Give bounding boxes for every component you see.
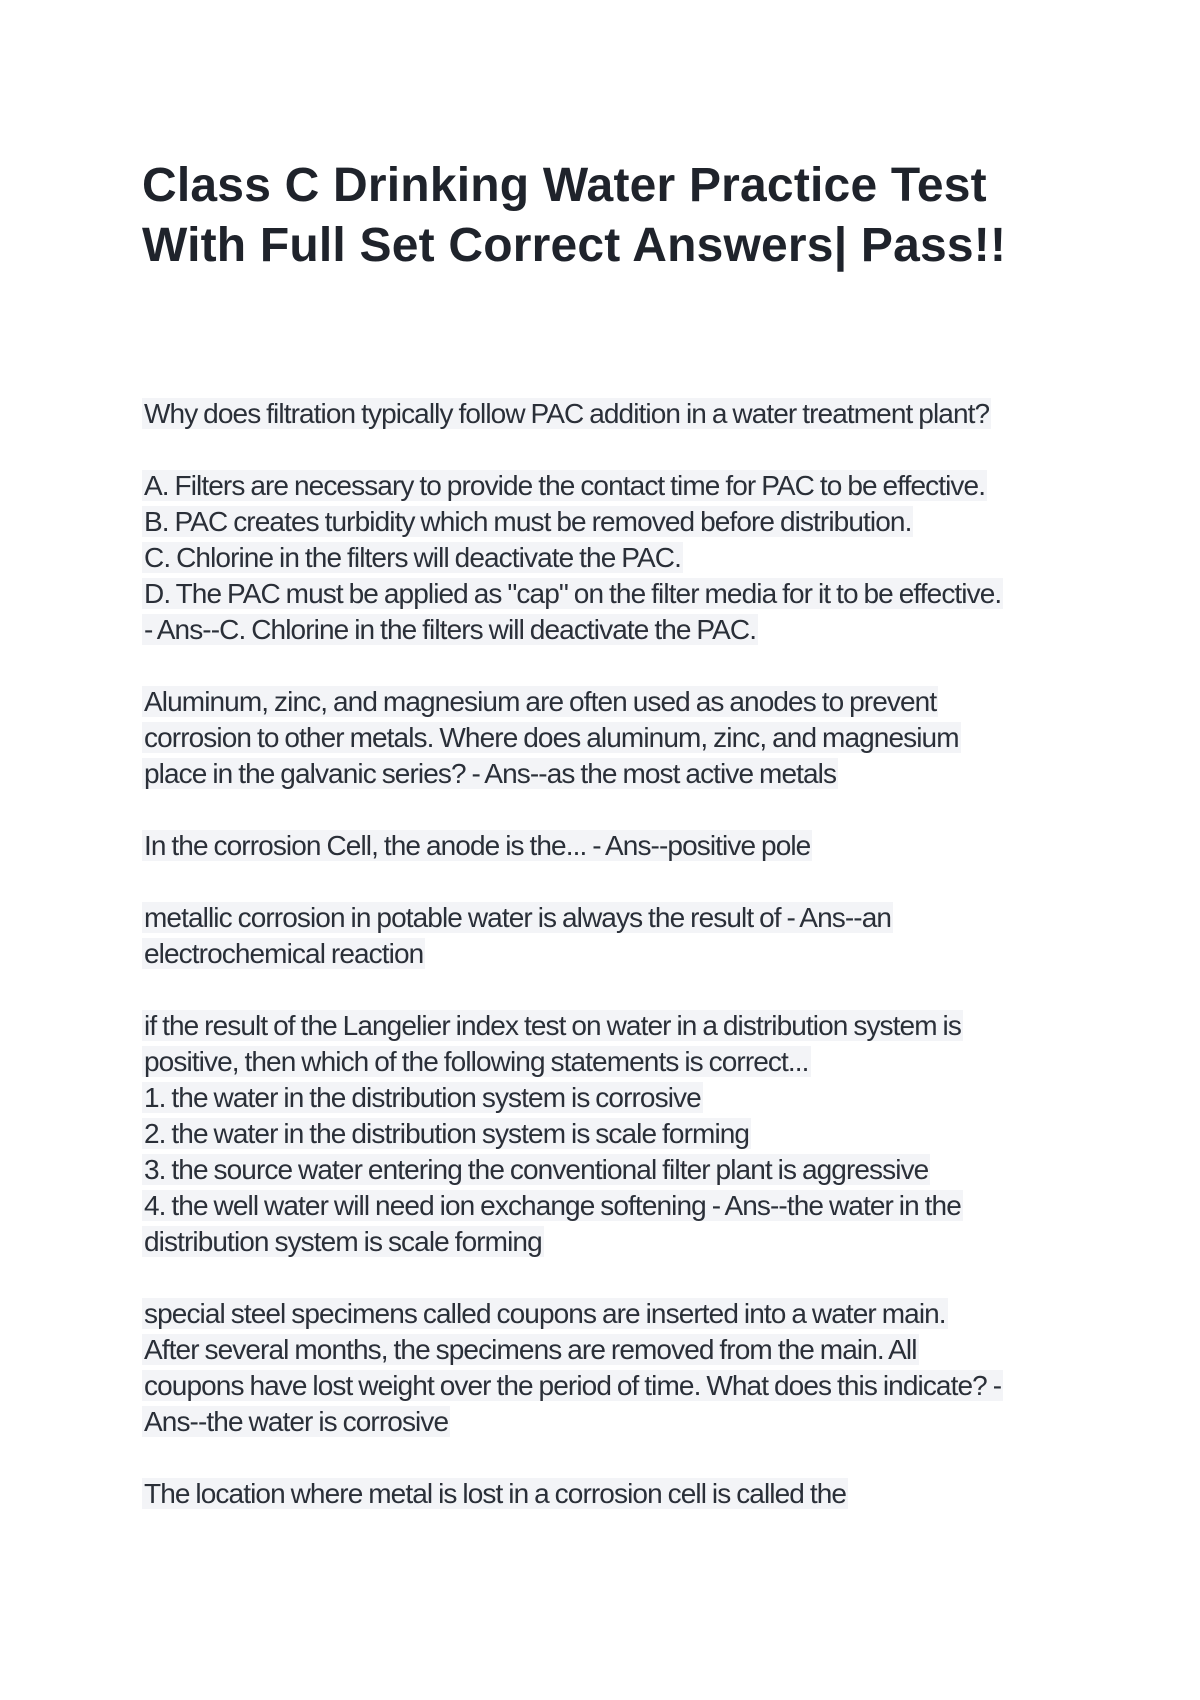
text-line-content: D. The PAC must be applied as "cap" on the filter media for it to be effective.	[144, 578, 1002, 609]
text-line	[142, 396, 1082, 432]
text-line-content: 1. the water in the distribution system is corrosive	[144, 1082, 701, 1113]
text-line-content: C. Chlorine in the filters will deactivate the PAC.	[144, 542, 681, 573]
text-line	[142, 504, 1082, 540]
text-line-content: if the result of the Langelier index test on water in a distribution system is	[144, 1010, 961, 1041]
qa-paragraph	[142, 828, 1082, 864]
text-line-content: metallic corrosion in potable water is always the result of - Ans--an	[144, 902, 892, 933]
text-line-content: The location where metal is lost in a corrosion cell is called the	[144, 1478, 847, 1509]
text-line	[142, 1368, 1082, 1404]
document-body	[142, 396, 1082, 1512]
text-line-content: coupons have lost weight over the period of time. What does this indicate? -	[144, 1370, 1002, 1401]
text-line	[142, 540, 1082, 576]
text-line-content: 3. the source water entering the conventional filter plant is aggressive	[144, 1154, 929, 1185]
document-title	[142, 156, 1082, 276]
text-line	[142, 468, 1082, 504]
qa-paragraph	[142, 1008, 1082, 1260]
text-line-content: B. PAC creates turbidity which must be removed before distribution.	[144, 506, 912, 537]
qa-paragraph	[142, 1476, 1082, 1512]
text-line-content: Ans--the water is corrosive	[144, 1406, 449, 1437]
title-line-1: Class C Drinking Water Practice Test	[142, 159, 987, 212]
text-line	[142, 1116, 1082, 1152]
text-line	[142, 612, 1082, 648]
text-line	[142, 1044, 1082, 1080]
qa-paragraph	[142, 468, 1082, 648]
qa-paragraph	[142, 684, 1082, 792]
text-line-content: special steel specimens called coupons are inserted into a water main.	[144, 1298, 946, 1329]
text-line	[142, 1476, 1082, 1512]
qa-paragraph	[142, 396, 1082, 432]
text-line	[142, 1332, 1082, 1368]
text-line-content: - Ans--C. Chlorine in the filters will deactivate the PAC.	[144, 614, 757, 645]
text-line	[142, 1152, 1082, 1188]
text-line-content: 2. the water in the distribution system is scale forming	[144, 1118, 750, 1149]
text-line-content: Aluminum, zinc, and magnesium are often used as anodes to prevent	[144, 686, 937, 717]
text-line	[142, 1224, 1082, 1260]
text-line	[142, 756, 1082, 792]
text-line-content: electrochemical reaction	[144, 938, 424, 969]
text-line-content: A. Filters are necessary to provide the contact time for PAC to be effective.	[144, 470, 986, 501]
text-line	[142, 1008, 1082, 1044]
qa-paragraph	[142, 1296, 1082, 1440]
text-line-content: corrosion to other metals. Where does aluminum, zinc, and magnesium	[144, 722, 959, 753]
text-line-content: In the corrosion Cell, the anode is the... - Ans--positive pole	[144, 830, 811, 861]
qa-paragraph	[142, 900, 1082, 972]
text-line	[142, 936, 1082, 972]
text-line-content: positive, then which of the following statements is correct...	[144, 1046, 809, 1077]
text-line	[142, 720, 1082, 756]
text-line	[142, 684, 1082, 720]
document-page	[142, 156, 1082, 1548]
text-line	[142, 1404, 1082, 1440]
text-line-content: distribution system is scale forming	[144, 1226, 542, 1257]
text-line	[142, 576, 1082, 612]
text-line	[142, 900, 1082, 936]
text-line-content: After several months, the specimens are removed from the main. All	[144, 1334, 917, 1365]
title-line-2: With Full Set Correct Answers| Pass!!	[142, 219, 1007, 272]
text-line	[142, 1188, 1082, 1224]
text-line	[142, 1296, 1082, 1332]
text-line	[142, 828, 1082, 864]
text-line-content: 4. the well water will need ion exchange softening - Ans--the water in the	[144, 1190, 961, 1221]
text-line	[142, 1080, 1082, 1116]
text-line-content: place in the galvanic series? - Ans--as the most active metals	[144, 758, 837, 789]
text-line-content: Why does filtration typically follow PAC addition in a water treatment plant?	[144, 398, 990, 429]
